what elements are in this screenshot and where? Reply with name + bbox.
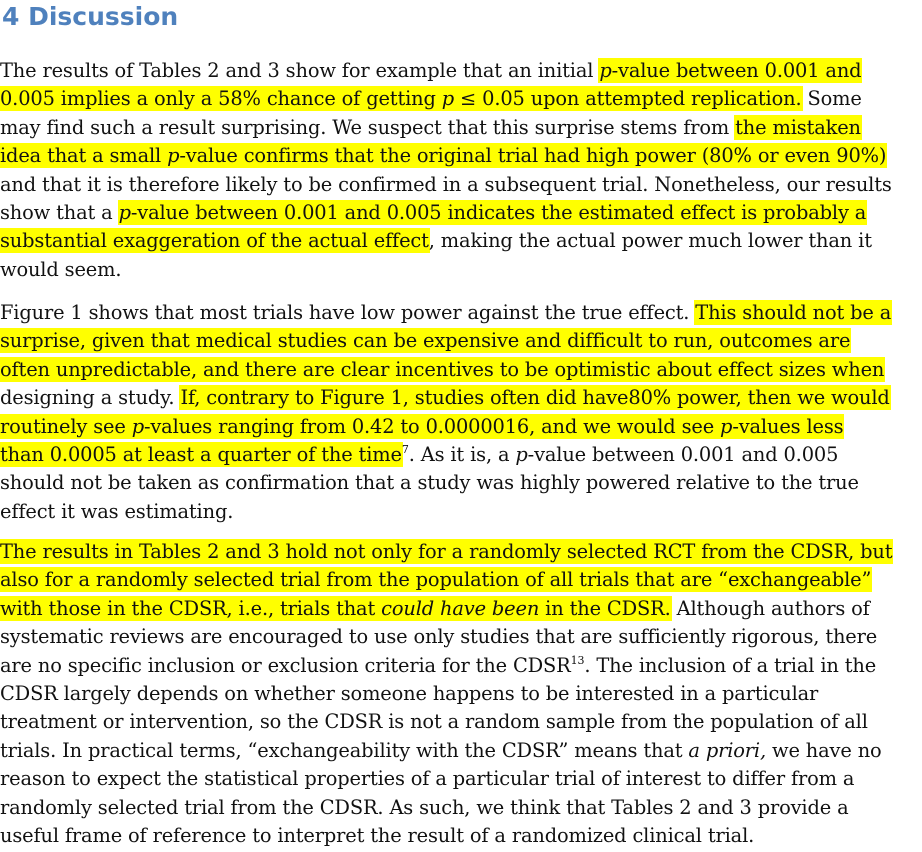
highlight: This should not be a [695, 301, 892, 324]
highlight: the mistaken [735, 115, 861, 139]
highlight: surprise, given that medical studies can be expensive and difficult to run, outcomes are [0, 329, 851, 353]
italic-run: p [720, 414, 733, 438]
italic-run: p [599, 59, 612, 82]
section-heading: 4 Discussion [2, 2, 179, 31]
text-line [0, 299, 922, 327]
text-line [0, 142, 922, 170]
text-run: in the CDSR. [539, 596, 671, 620]
text-run: are no specific inclusion or exclusion criteria for the CDSR [0, 653, 571, 677]
italic-run: p [515, 442, 528, 466]
highlight [599, 59, 861, 82]
highlight [119, 201, 867, 224]
text-line [0, 227, 922, 255]
highlight: The results in Tables 2 and 3 hold not only for a randomly selected RCT from the CDSR, but [0, 540, 893, 563]
italic-run: could have been [381, 596, 540, 620]
text-run: 0.005 implies a only a 58% chance of getting [0, 87, 442, 111]
italic-run: p [167, 144, 180, 168]
italic-run: p [118, 200, 131, 224]
text-run: should not be taken as confirmation that a study was highly powered relative to the true [0, 471, 859, 495]
text-line [0, 57, 922, 85]
text-line [0, 566, 922, 594]
text-line [0, 538, 922, 566]
text-run: Although authors of [670, 596, 870, 620]
footnote-ref: 13 [570, 653, 585, 667]
text-line [0, 441, 922, 469]
highlight: also for a randomly selected trial from the population of all trials that are “exchangeable” [0, 568, 872, 592]
text-run: , making the actual power much lower than it [428, 229, 872, 253]
text-run: -value between 0.001 and 0.005 [527, 442, 839, 466]
paragraph-1 [0, 57, 922, 284]
text-run: -value confirms that the original trial had high power (80% or even 90%) [179, 144, 887, 168]
highlight: than 0.0005 at least a quarter of the time [0, 442, 402, 466]
text-run: designing a study. [0, 386, 181, 410]
highlight [0, 415, 843, 438]
text-run: -values less [732, 414, 844, 438]
text-run: useful frame of reference to interpret the result of a randomized clinical trial. [0, 823, 755, 847]
text-run: show that a [0, 200, 119, 224]
text-run: idea that a small [0, 144, 168, 168]
text-line [0, 498, 922, 526]
text-run: -value between 0.001 and [611, 59, 862, 82]
text-line [0, 652, 922, 680]
text-run: with those in the CDSR, i.e., trials that [0, 596, 382, 620]
text-run: treatment or intervention, so the CDSR is not a random sample from the population of all [0, 710, 868, 734]
text-line [0, 85, 922, 113]
highlight [0, 144, 886, 167]
text-line [0, 327, 922, 355]
text-run: we have no [766, 738, 882, 762]
text-line [0, 384, 922, 412]
text-line [0, 469, 922, 497]
text-line [0, 794, 922, 822]
text-run: trials. In practical terms, “exchangeability with the CDSR” means that [0, 738, 689, 762]
text-run: reason to expect the statistical properties of a particular trial of interest to differ from a [0, 767, 855, 791]
text-line [0, 595, 922, 623]
text-run: CDSR largely depends on whether someone happens to be interested in a particular [0, 681, 819, 705]
text-run: routinely see [0, 414, 132, 438]
text-run: randomly selected trial from the CDSR. As such, we think that Tables 2 and 3 provide a [0, 795, 849, 819]
text-run: would seem. [0, 257, 122, 281]
text-line [0, 171, 922, 199]
text-line [0, 413, 922, 441]
text-run: and that it is therefore likely to be confirmed in a subsequent trial. Nonetheless, our results [0, 172, 892, 196]
text-run: Some [801, 87, 862, 111]
text-line [0, 708, 922, 736]
highlight [0, 597, 671, 620]
italic-run: p [131, 414, 144, 438]
text-run: may find such a result surprising. We suspect that this surprise stems from [0, 115, 736, 139]
text-run: The results of Tables 2 and 3 show for example that an initial [0, 59, 600, 82]
paragraph-3 [0, 538, 922, 850]
text-line [0, 822, 922, 850]
text-line [0, 356, 922, 384]
text-line [0, 623, 922, 651]
text-run: effect it was estimating. [0, 499, 234, 523]
text-run: Figure 1 shows that most trials have low power against the true effect. [0, 301, 696, 324]
text-line [0, 737, 922, 765]
italic-run: p [441, 87, 455, 111]
paragraph-2 [0, 299, 922, 526]
text-run: ≤ 0.05 upon attempted replication. [454, 87, 802, 111]
text-line [0, 199, 922, 227]
text-line [0, 114, 922, 142]
text-line [0, 256, 922, 284]
text-run: -values ranging from 0.42 to 0.0000016, and we would see [143, 414, 721, 438]
text-run: -value between 0.001 and 0.005 indicates the estimated effect is probably a [130, 200, 867, 224]
text-run: systematic reviews are encouraged to use only studies that are sufficiently rigorous, there [0, 625, 878, 649]
text-run: . The inclusion of a trial in the [584, 653, 877, 677]
italic-run: a priori, [688, 738, 766, 762]
highlight: substantial exaggeration of the actual effect [0, 229, 429, 253]
highlight: If, contrary to Figure 1, studies often did have80% power, then we would [180, 386, 890, 410]
highlight [0, 87, 802, 110]
text-line [0, 680, 922, 708]
footnote-ref: 7 [401, 442, 409, 456]
text-line [0, 765, 922, 793]
text-run: . As it is, a [408, 442, 516, 466]
highlight: often unpredictable, and there are clear incentives to be optimistic about effect sizes when [0, 357, 885, 381]
